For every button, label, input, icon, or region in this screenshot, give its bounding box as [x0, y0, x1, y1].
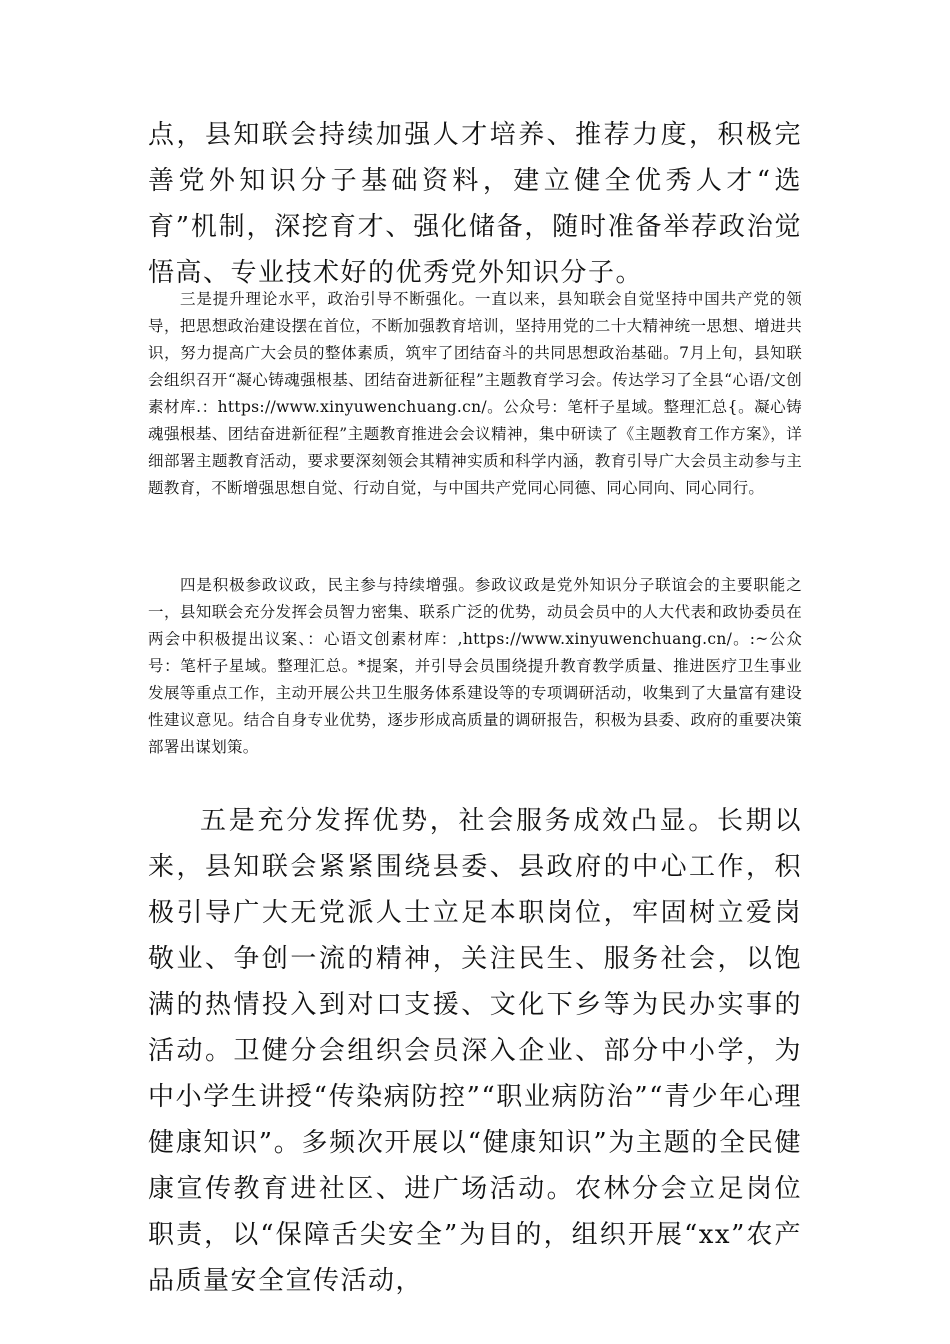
paragraph-theory-level: 三是提升理论水平，政治引导不断强化。一直以来，县知联会自觉坚持中国共产党的领导，把思想政治建设摆在首位，不断加强教育培训，坚持用党的二十大精神统一思想、增进共识，努力提高广大会员的整体素质，筑牢了团结奋斗的共同思想政治基础。7月上旬，县知联会组织召开“凝心铸魂强根基、团结奋进新征程”主题教育学习会。传达学习了全县“心语/文创素材库.：https://www.xinyuwenchuang.cn/。公众号：笔杆子星域。整理汇总{。凝心铸魂强根基、团结奋进新征程”主题教育推进会会议精神，集中研读了《主题教育工作方案》，详细部署主题教育活动，要求要深刻领会其精神实质和科学内涵，教育引导广大会员主动参与主题教育，不断增强思想自觉、行动自觉，与中国共产党同心同德、同心同向、同心同行。	[148, 290, 802, 497]
paragraph-political-participation: 四是积极参政议政，民主参与持续增强。参政议政是党外知识分子联谊会的主要职能之一，县知联会充分发挥会员智力密集、联系广泛的优势，动员会员中的人大代表和政协委员在两会中积极提出议案、：心语文创素材库：,https://www.xinyuwenchuang.cn/。:~公众号：笔杆子星域。整理汇总。*提案，并引导会员围绕提升教育教学质量、推进医疗卫生事业发展等重点工作，主动开展公共卫生服务体系建设等的专项调研活动，收集到了大量富有建设性建议意见。结合自身专业优势，逐步形成高质量的调研报告，积极为县委、政府的重要决策部署出谋划策。	[148, 576, 802, 756]
paragraph-talent-cultivation: 点，县知联会持续加强人才培养、推荐力度，积极完善党外知识分子基础资料，建立健全优秀人才“选育”机制，深挖育才、强化储备，随时准备举荐政治觉悟高、专业技术好的优秀党外知识分子。	[148, 120, 802, 288]
paragraph-social-service: 五是充分发挥优势，社会服务成效凸显。长期以来，县知联会紧紧围绕县委、县政府的中心工作，积极引导广大无党派人士立足本职岗位，牢固树立爱岗敬业、争创一流的精神，关注民生、服务社会，以饱满的热情投入到对口支援、文化下乡等为民办实事的活动。卫健分会组织会员深入企业、部分中小学，为中小学生讲授“传染病防控”“职业病防治”“青少年心理健康知识”。多频次开展以“健康知识”为主题的全民健康宣传教育进社区、进广场活动。农林分会立足岗位职责，以“保障舌尖安全”为目的，组织开展“xx”农产品质量安全宣传活动，	[148, 806, 802, 1296]
